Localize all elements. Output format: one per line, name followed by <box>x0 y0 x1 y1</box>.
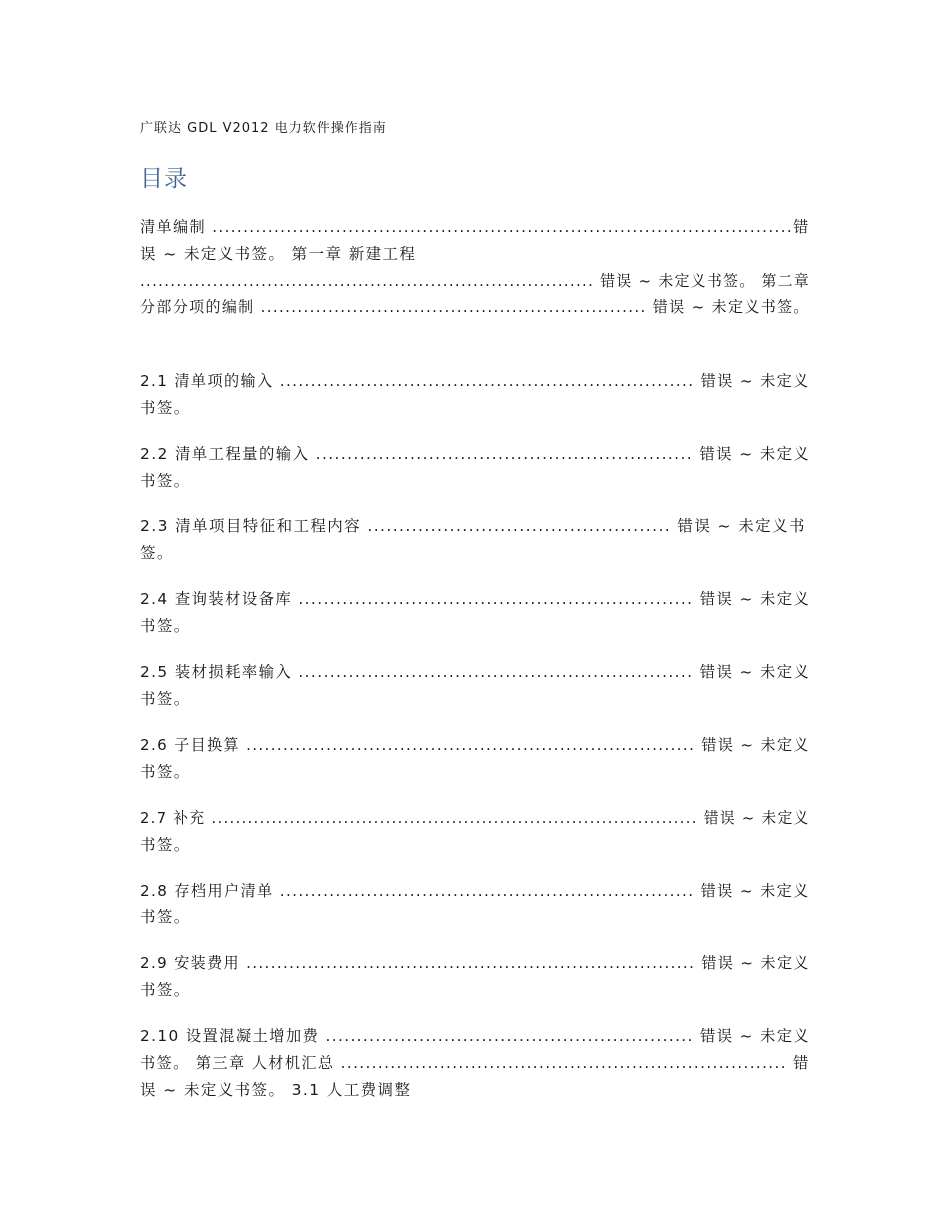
toc-line[interactable]: 分部分项的编制 ............................................................... 错误 ~ 未定义书签。 <box>140 298 810 316</box>
toc-line[interactable]: 书签。 <box>140 836 191 854</box>
toc-line[interactable]: 清单编制 ..............................................................................................错 <box>140 218 810 236</box>
toc-line[interactable]: 2.8 存档用户清单 ................................................................... 错误 ~ 未定义 <box>140 882 810 900</box>
toc-line[interactable]: 2.5 装材损耗率输入 ............................................................... 错误 ~ 未定义 <box>140 663 811 681</box>
toc-line[interactable]: ........................................................................... 错误 ~ 未定义书签。 第二章 <box>140 272 811 290</box>
toc-line[interactable]: 2.2 清单工程量的输入 ............................................................ 错误 ~ 未定义 <box>140 445 811 463</box>
toc-line[interactable]: 签。 <box>140 544 174 562</box>
toc-line[interactable]: 误 ~ 未定义书签。 3.1 人工费调整 <box>140 1081 412 1099</box>
toc-line[interactable]: 2.7 补充 ................................................................................. 错误 ~ 未定义 <box>140 809 810 827</box>
toc-line[interactable]: 2.6 子目换算 ......................................................................... 错误 ~ 未定义 <box>140 736 810 754</box>
toc-line[interactable]: 2.10 设置混凝土增加费 ........................................................... 错误 ~ 未定义 <box>140 1027 811 1045</box>
toc-line[interactable]: 书签。 <box>140 763 191 781</box>
toc-line[interactable]: 2.1 清单项的输入 ................................................................... 错误 ~ 未定义 <box>140 372 810 390</box>
toc-line[interactable]: 误 ~ 未定义书签。 第一章 新建工程 <box>140 245 417 263</box>
toc-line[interactable]: 书签。 <box>140 908 191 926</box>
toc-line[interactable]: 2.4 查询装材设备库 ............................................................... 错误 ~ 未定义 <box>140 590 811 608</box>
toc-line[interactable]: 书签。 <box>140 981 191 999</box>
toc-line[interactable]: 书签。 <box>140 690 191 708</box>
toc-line[interactable]: 书签。 <box>140 472 191 490</box>
toc-line[interactable]: 书签。 <box>140 617 191 635</box>
toc-line[interactable]: 2.9 安装费用 ......................................................................... 错误 ~ 未定义 <box>140 954 810 972</box>
toc-line[interactable]: 2.3 清单项目特征和工程内容 ................................................ 错误 ~ 未定义书 <box>140 517 806 535</box>
toc-title: 目录 <box>140 166 188 192</box>
toc-line[interactable]: 书签。 第三章 人材机汇总 ........................................................................ 错 <box>140 1054 810 1072</box>
toc-line[interactable]: 书签。 <box>140 399 191 417</box>
running-header: 广联达 GDL V2012 电力软件操作指南 <box>140 121 387 136</box>
